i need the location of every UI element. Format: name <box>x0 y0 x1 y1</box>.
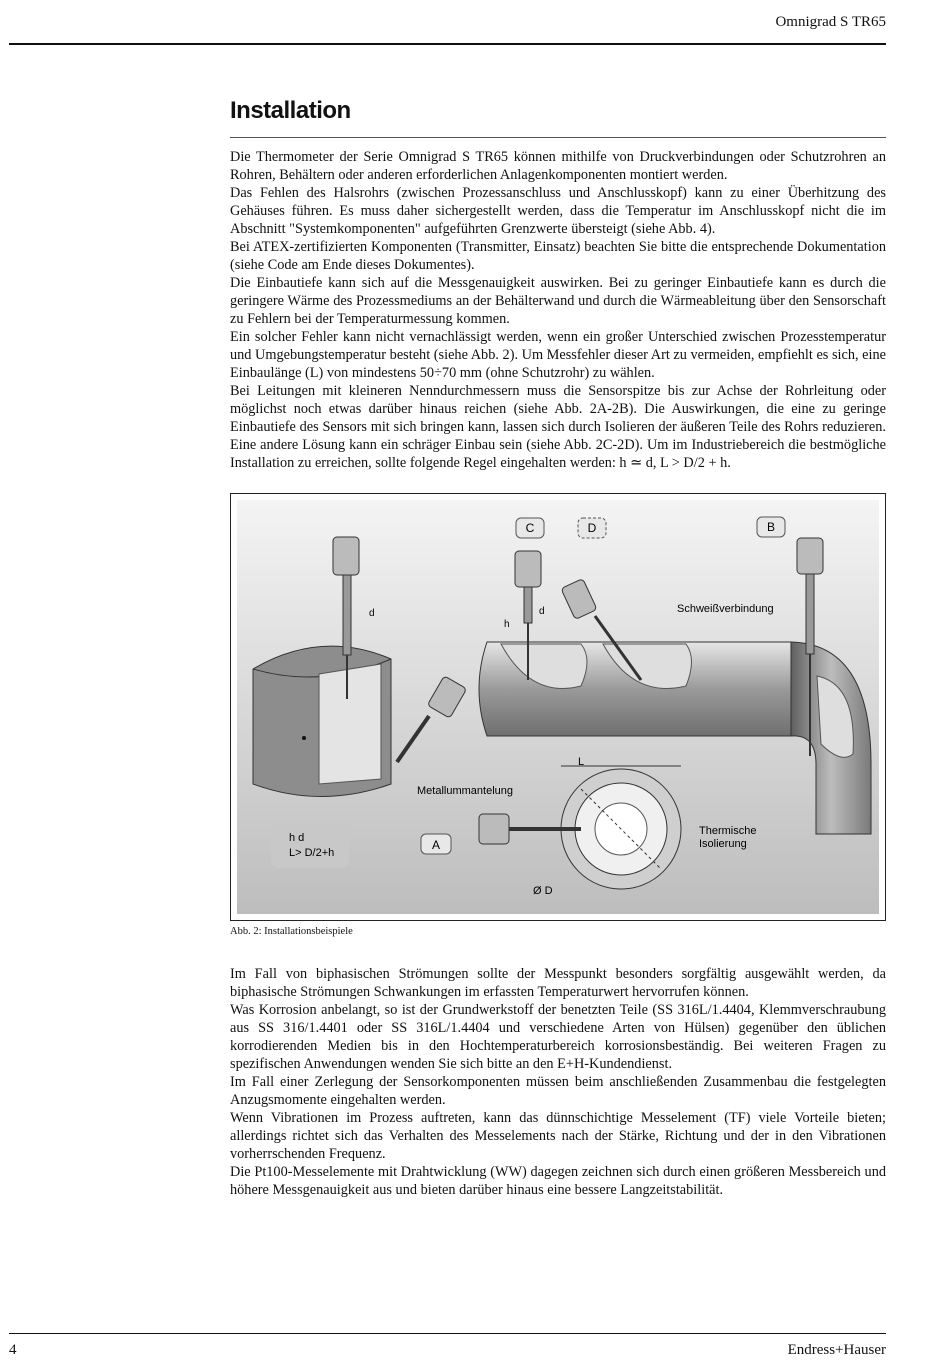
paragraph: Das Fehlen des Halsrohrs (zwischen Prozessanschluss und Anschlusskopf) kann zu einer Überhitzung des Gehäuses führen. Es muss daher sichergestellt werden, dass die Temperatur im Anschlusskopf nicht die im Abschnitt "Systemkomponenten" aufgeführten Grenzwerte übersteigt (siehe Abb. 4). <box>230 185 886 237</box>
paragraph: Die Pt100-Messelemente mit Drahtwicklung (WW) dagegen zeichnen sich durch einen größeren Messbereich und höhere Messgenauigkeit aus und bieten darüber hinaus eine bessere Langzeitstabilität. <box>230 1164 886 1198</box>
label-h: h <box>504 619 510 630</box>
installation-figure <box>230 493 886 921</box>
header-rule <box>9 43 886 45</box>
body-text-top <box>230 148 886 472</box>
label-b: B <box>766 520 776 534</box>
rule-box <box>271 822 349 868</box>
label-l: L <box>578 756 585 768</box>
paragraph: Die Einbautiefe kann sich auf die Messgenauigkeit auswirken. Bei zu geringer Einbautiefe kann es durch die geringere Wärme des Prozessmediums an der Behälterwand und durch die Wärmeableitung über den Sensorschaft zu Fehlern bei der Temperaturmessung kommen. <box>230 275 886 327</box>
label-insulation-1: Thermische <box>699 825 757 837</box>
paragraph: Was Korrosion anbelangt, so ist der Grundwerkstoff der benetzten Teile (SS 316L/1.4404, Klemmverschraubung aus SS 316/1.4401 oder SS 316L/1.4404 und verschiedene Arten von Hülsen) gegenüber den üblichen korrodierenden Medien bis in den Hochtemperaturbereich korrosionsbeständig. Bei weiteren Fragen zu spezifischen Anwendungen wenden Sie sich bitte an den E+H-Kundendienst. <box>230 1002 886 1072</box>
brand-name: Endress+Hauser <box>787 1342 886 1358</box>
label-d-pipe: d <box>539 606 545 617</box>
paragraph: Die Thermometer der Serie Omnigrad S TR65 können mithilfe von Druckverbindungen oder Schutzrohren an Rohren, Behältern oder anderen erforderlichen Anlagenkomponenten montiert werden. <box>230 149 886 183</box>
paragraph: Bei Leitungen mit kleineren Nenndurchmessern muss die Sensorspitze bis zur Achse der Rohrleitung oder möglichst noch etwas darüber hinaus reichen (siehe Abb. 2A-2B). Die Auswirkungen, die eine zu geringe Einbautiefe des Sensors mit sich bringen kann, lassen sich durch Isolieren der äußeren Teile des Rohrs reduzieren. Eine andere Lösung kann ein schräger Einbau sein (siehe Abb. 2C-2D). Um im Industriebereich die bestmögliche Installation zu erreichen, sollte folgende Regel eingehalten werden: h ≃ d, L > D/2 + h. <box>230 383 886 471</box>
label-d-vessel: d <box>369 608 375 619</box>
paragraph: Ein solcher Fehler kann nicht vernachlässigt werden, wenn ein großer Unterschied zwischen Prozesstemperatur und Umgebungstemperatur besteht (siehe Abb. 2). Um Messfehler dieser Art zu vermeiden, empfiehlt es sich, eine Einbaulänge (L) von mindestens 50÷70 mm (ohne Schutzrohr) zu wählen. <box>230 329 886 381</box>
label-a: A <box>431 838 441 852</box>
paragraph: Im Fall einer Zerlegung der Sensorkomponenten müssen beim anschließenden Zusammenbau die festgelegten Anzugsmomente eingehalten werden. <box>230 1074 886 1108</box>
running-header: Omnigrad S TR65 <box>775 14 886 30</box>
footer-rule <box>9 1333 886 1334</box>
label-insulation-2: Isolierung <box>699 838 747 850</box>
rule-line1: h d <box>289 832 305 844</box>
paragraph: Bei ATEX-zertifizierten Komponenten (Transmitter, Einsatz) beachten Sie bitte die entsprechende Dokumentation (siehe Code am Ende dieses Dokumentes). <box>230 239 886 273</box>
installation-diagram <box>231 494 885 920</box>
paragraph: Im Fall von biphasischen Strömungen sollte der Messpunkt besonders sorgfältig ausgewählt werden, da biphasische Strömungen Schwankungen im erfassten Temperaturwert hervorrufen können. <box>230 966 886 1000</box>
label-metal-jacket: Metallummantelung <box>417 785 513 797</box>
section-title: Installation <box>230 97 351 124</box>
vessel <box>253 646 391 796</box>
label-weld: Schweißverbindung <box>677 603 774 615</box>
label-diameter: Ø D <box>533 885 553 897</box>
label-c: C <box>525 521 535 535</box>
title-rule <box>230 137 886 138</box>
label-d-box: D <box>587 521 597 535</box>
rule-line2: L> D/2+h <box>289 847 335 859</box>
page-number: 4 <box>9 1342 17 1358</box>
figure-caption: Abb. 2: Installationsbeispiele <box>230 926 353 937</box>
paragraph: Wenn Vibrationen im Prozess auftreten, kann das dünnschichtige Messelement (TF) viele Vorteile bieten; allerdings richtet sich das Verhalten des Messelements nach der Stärke, Richtung und der in den Vibrationen vorherrschenden Frequenz. <box>230 1110 886 1162</box>
body-text-bottom <box>230 965 886 1199</box>
